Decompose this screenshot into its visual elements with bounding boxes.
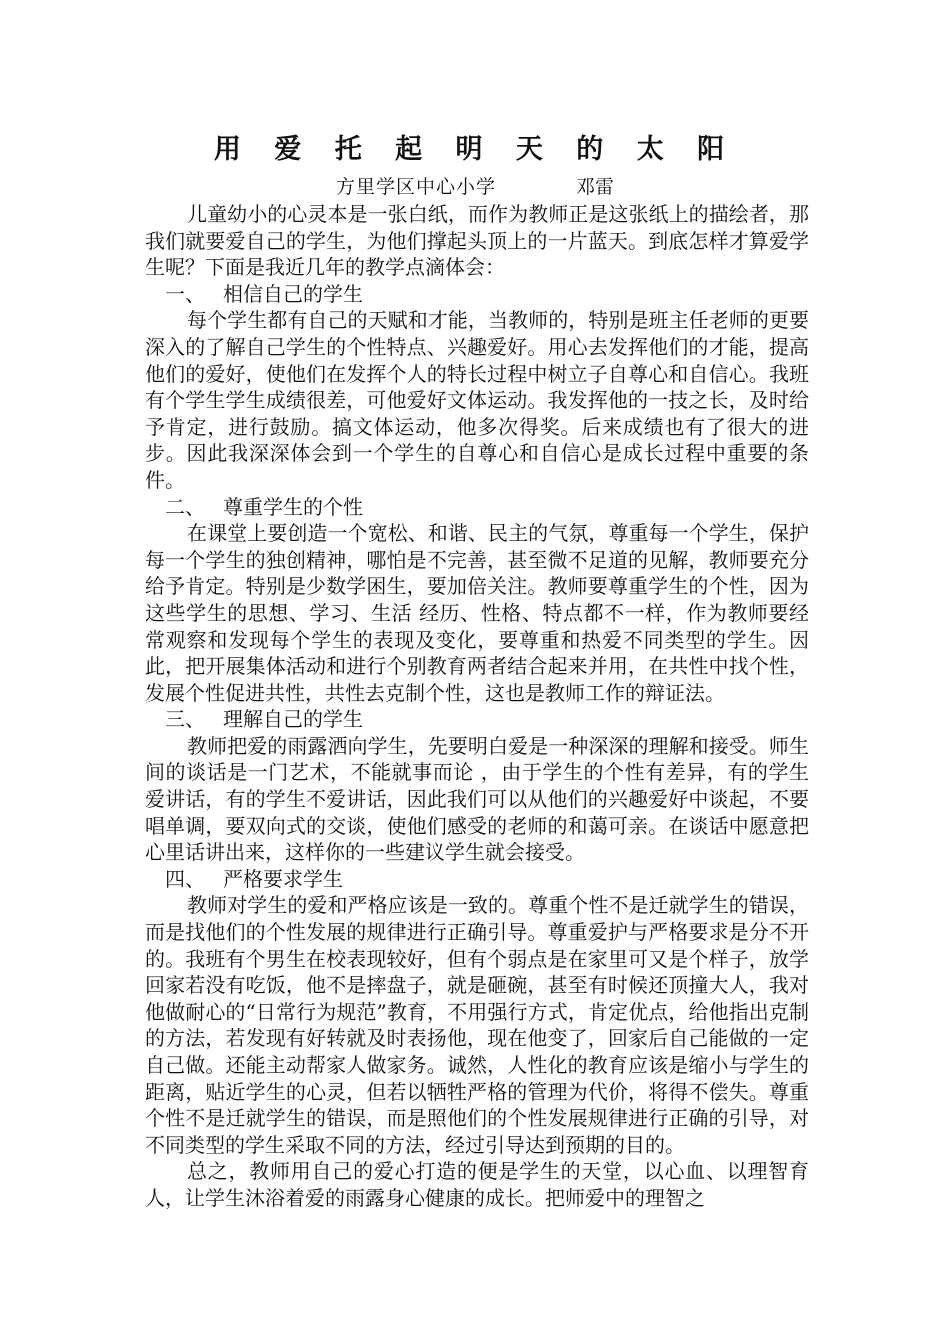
document-body — [145, 201, 809, 1212]
section-heading-3 — [145, 706, 809, 733]
section-number-3: 三、 — [165, 707, 205, 732]
section-paragraph-4: 教师对学生的爱和严格应该是一致的。尊重个性不是迁就学生的错误，而是找他们的个性发展的规律进行正确引导。尊重爱护与严格要求是分不开的。我班有个男生在校表现较好，但有个弱点是在家里可又是个样子，放学回家若没有吃饭，他不是摔盘子，就是砸碗，甚至有时候还顶撞大人，我对他做耐心的“日常行为规范”教育，不用强行方式，肯定优点，给他指出克制的方法，若发现有好转就及时表扬他，现在他变了，回家后自己能做的一定自己做。还能主动帮家人做家务。诚然，人性化的教育应该是缩小与学生的距离，贴近学生的心灵，但若以牺牲严格的管理为代价，将得不偿失。尊重个性不是迁就学生的错误，而是照他们的个性发展规律进行正确的引导，对不同类型的学生采取不同的方法，经过引导达到预期的目的。 — [145, 893, 809, 1157]
section-paragraph-3: 教师把爱的雨露洒向学生，先要明白爱是一种深深的理解和接受。师生间的谈话是一门艺术，不能就事而论 ，由于学生的个性有差异，有的学生爱讲话，有的学生不爱讲话，因此我们可以从他们的兴趣爱好中谈起，不要唱单调，要双向式的交谈，使他们感受的老师的和蔼可亲。在谈话中愿意把心里话讲出来，这样你的一些建议学生就会接受。 — [145, 733, 809, 865]
intro-paragraph: 儿童幼小的心灵本是一张白纸，而作为教师正是这张纸上的描绘者，那我们就要爱自己的学生，为他们撑起头顶上的一片蓝天。到底怎样才算爱学生呢？下面是我近几年的教学点滴体会： — [145, 202, 809, 280]
section-title-2: 尊重学生的个性 — [223, 494, 363, 519]
section-title-1: 相信自己的学生 — [223, 281, 363, 306]
section-title-3: 理解自己的学生 — [223, 707, 363, 732]
section-heading-1 — [145, 281, 809, 308]
document-title: 用 爱 托 起 明 天 的 太 阳 — [213, 134, 737, 165]
conclusion-paragraph: 总之，教师用自己的爱心打造的便是学生的天堂，以心血、以理智育人，让学生沐浴着爱的雨露身心健康的成长。把师爱中的理智之 — [145, 1159, 809, 1210]
section-number-4: 四、 — [165, 866, 205, 891]
section-number-2: 二、 — [165, 494, 205, 519]
section-heading-2 — [145, 494, 809, 521]
section-paragraph-2: 在课堂上要创造一个宽松、和谐、民主的气氛，尊重每一个学生，保护每一个学生的独创精神，哪怕是不完善，甚至微不足道的见解，教师要充分给予肯定。特别是少数学困生，要加倍关注。教师要尊重学生的个性，因为这些学生的思想、学习、生活 经历、性格、特点都不一样，作为教师要经常观察和发现每个学生的表现及变化，要尊重和热爱不同类型的学生。因此，把开展集体活动和进行个别教育两者结合起来并用，在共性中找个性，发展个性促进共性，共性去克制个性，这也是教师工作的辩证法。 — [145, 521, 809, 705]
author-school: 方里学区中心小学 — [335, 176, 496, 198]
section-paragraph-1: 每个学生都有自己的天赋和才能，当教师的，特别是班主任老师的更要深入的了解自己学生的个性特点、兴趣爱好。用心去发挥他们的才能，提高他们的爱好，使他们在发挥个人的特长过程中树立子自尊心和自信心。我班有个学生学生成绩很差，可他爱好文体运动。我发挥他的一技之长，及时给予肯定，进行鼓励。搞文体运动，他多次得奖。后来成绩也有了很大的进步。因此我深深体会到一个学生的自尊心和自信心是成长过程中重要的条件。 — [145, 308, 809, 492]
section-heading-4 — [145, 866, 809, 893]
author-line — [0, 174, 950, 200]
author-name: 邓雷 — [576, 176, 615, 198]
section-title-4: 严格要求学生 — [223, 866, 343, 891]
section-number-1: 一、 — [165, 281, 205, 306]
